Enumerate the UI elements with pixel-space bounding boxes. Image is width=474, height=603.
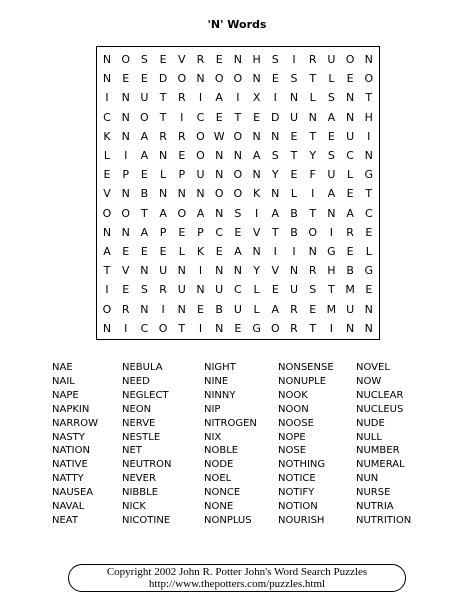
grid-letter: N (215, 206, 224, 220)
grid-letter: L (365, 245, 372, 258)
word-list-item: NOON (278, 403, 309, 415)
grid-letter: B (140, 187, 149, 201)
grid-letter: I (180, 110, 184, 124)
grid-letter: E (140, 245, 148, 258)
grid-letter: A (327, 187, 336, 201)
grid-letter: H (327, 264, 336, 278)
grid-letter: E (215, 110, 223, 124)
grid-letter: N (102, 53, 112, 66)
grid-letter: N (196, 283, 205, 297)
word-list-item: NOW (356, 375, 382, 387)
word-list-item: NAVAL (52, 501, 85, 512)
copyright-footer (68, 564, 406, 592)
word-list-item: NONSENSE (278, 362, 334, 373)
word-list-item: NEGLECT (122, 389, 169, 401)
word-list-item: NOPE (278, 431, 306, 443)
grid-letter: N (158, 149, 168, 162)
grid-letter: E (122, 72, 130, 86)
grid-letter: R (308, 264, 317, 278)
grid-letter: R (308, 53, 317, 66)
grid-letter: N (121, 110, 130, 124)
grid-letter: L (309, 91, 316, 105)
word-list-item: NOTIFY (278, 487, 315, 499)
grid-letter: T (234, 110, 242, 124)
grid-letter: N (271, 129, 280, 143)
grid-letter: T (309, 72, 317, 86)
word-list-item: NIP (204, 403, 221, 415)
grid-letter: N (345, 110, 355, 124)
grid-letter: N (271, 187, 280, 201)
grid-letter: E (159, 53, 167, 66)
grid-letter: I (105, 283, 109, 297)
grid-letter: I (311, 187, 315, 201)
word-list-item: NOSE (278, 445, 307, 457)
grid-letter: S (290, 72, 298, 86)
word-list-item: NONPLUS (204, 514, 252, 526)
word-list-item: NAIL (52, 375, 75, 387)
grid-letter: R (159, 283, 167, 297)
grid-letter: U (289, 110, 299, 124)
word-list-item: NINNY (204, 389, 236, 401)
grid-letter: I (273, 91, 277, 105)
grid-letter: N (102, 225, 112, 239)
grid-letter: E (234, 321, 242, 335)
grid-letter: N (364, 149, 373, 162)
word-list-item: NOURISH (278, 514, 325, 526)
letter-grid (96, 46, 380, 340)
grid-letter: O (158, 321, 168, 335)
grid-letter: O (270, 321, 280, 335)
grid-letter: N (252, 245, 261, 258)
grid-letter: N (177, 187, 186, 201)
word-list-item: NOTHING (278, 459, 326, 471)
grid-letter: S (271, 149, 279, 162)
grid-letter: E (122, 245, 130, 258)
grid-letter: E (271, 72, 279, 86)
grid-letter: E (346, 72, 354, 86)
grid-letter: C (346, 149, 354, 162)
grid-letter: C (234, 283, 242, 297)
word-list-item: NESTLE (122, 431, 161, 443)
grid-letter: A (252, 149, 261, 162)
grid-letter: T (290, 149, 298, 162)
word-list-item: NUCLEAR (356, 389, 404, 401)
word-list-item: NOEL (204, 473, 232, 485)
grid-letter: N (215, 149, 224, 162)
grid-letter: A (103, 245, 111, 258)
grid-letter: E (346, 245, 354, 258)
word-list-item: NERVE (122, 417, 156, 429)
grid-letter: O (140, 110, 149, 124)
grid-letter: S (309, 283, 317, 297)
grid-letter: N (158, 187, 168, 201)
grid-letter: V (121, 264, 130, 278)
grid-letter: I (198, 264, 203, 278)
grid-letter: N (364, 53, 373, 66)
word-list-item: NURSE (356, 487, 391, 499)
word-list-item: NOTICE (278, 473, 316, 485)
grid-letter: B (346, 264, 354, 278)
grid-letter: I (292, 245, 296, 258)
grid-letter: R (159, 129, 167, 143)
grid-letter: D (158, 72, 168, 86)
grid-letter: N (215, 264, 224, 278)
word-list-item: NONUPLE (278, 375, 327, 387)
grid-letter: N (233, 53, 242, 66)
grid-letter: O (102, 302, 112, 316)
word-list-item: NUMERAL (356, 459, 405, 471)
grid-letter: E (327, 129, 335, 143)
grid-letter: K (196, 245, 205, 258)
grid-letter: R (177, 129, 186, 143)
word-list-item: NEED (122, 375, 150, 387)
grid-letter: A (346, 206, 354, 220)
copyright-line: Copyright 2002 John R. Potter John's Word Search Puzzles (106, 566, 368, 578)
grid-letter: P (197, 225, 204, 239)
grid-letter: O (233, 168, 243, 182)
grid-letter: U (327, 168, 336, 182)
grid-letter: I (161, 302, 165, 316)
grid-letter: E (178, 225, 186, 239)
grid-letter: T (309, 321, 317, 335)
word-list-item: NAUSEA (52, 487, 94, 499)
grid-letter: N (140, 302, 149, 316)
word-list-item: NIBBLE (122, 487, 159, 499)
grid-letter: B (290, 206, 298, 220)
grid-letter: O (308, 225, 318, 239)
grid-letter: Y (309, 149, 317, 162)
grid-letter: T (365, 187, 373, 201)
word-list-item: NICOTINE (122, 514, 171, 526)
grid-letter: N (215, 321, 224, 335)
grid-letter: X (252, 91, 261, 105)
word-list-item: NAPE (52, 389, 79, 401)
grid-letter: E (140, 72, 148, 86)
grid-letter: F (309, 168, 316, 182)
grid-letter: N (196, 187, 205, 201)
grid-letter: C (364, 206, 373, 220)
grid-letter: E (140, 168, 148, 182)
grid-letter: N (121, 225, 130, 239)
grid-letter: I (124, 149, 128, 162)
grid-letter: N (102, 321, 112, 335)
word-list-item: NINE (204, 375, 229, 387)
grid-letter: P (159, 225, 167, 239)
grid-letter: U (215, 283, 224, 297)
grid-letter: E (197, 302, 204, 316)
grid-letter: C (215, 225, 224, 239)
grid-letter: O (177, 206, 187, 220)
grid-letter: N (252, 168, 261, 182)
grid-letter: T (309, 206, 317, 220)
grid-letter: A (215, 91, 223, 105)
grid-letter: P (122, 168, 129, 182)
grid-letter: N (308, 245, 317, 258)
word-list-item: NUN (356, 473, 379, 485)
grid-letter: T (309, 129, 317, 143)
grid-letter: A (327, 110, 336, 124)
grid-letter: T (141, 206, 148, 220)
grid-letter: I (198, 321, 203, 335)
word-list-item: NUCLEUS (356, 403, 404, 415)
grid-letter: L (290, 187, 298, 201)
grid-letter: T (365, 91, 373, 105)
grid-letter: E (103, 168, 111, 182)
grid-letter: N (121, 187, 130, 201)
grid-letter: O (233, 129, 243, 143)
word-list-item: NAE (52, 362, 73, 373)
grid-letter: I (329, 225, 334, 239)
grid-letter: V (252, 225, 261, 239)
grid-letter: O (364, 72, 374, 86)
grid-letter: I (329, 321, 334, 335)
grid-letter: U (289, 283, 299, 297)
grid-letter: R (196, 53, 205, 66)
grid-letter: S (234, 206, 242, 220)
grid-letter: C (103, 110, 111, 124)
grid-letter: L (328, 72, 335, 86)
grid-letter: O (102, 206, 112, 220)
grid-letter: O (177, 72, 187, 86)
grid-letter: T (159, 110, 167, 124)
word-list-item: NET (122, 445, 142, 457)
grid-letter: A (140, 149, 149, 162)
grid-letter: C (196, 110, 205, 124)
grid-letter: A (140, 225, 149, 239)
word-list-item: NEON (122, 403, 152, 415)
grid-letter: R (346, 225, 354, 239)
grid-letter: T (178, 321, 186, 335)
grid-letter: E (215, 245, 223, 258)
puzzle-title: 'N' Words (207, 18, 267, 31)
grid-letter: N (215, 168, 224, 182)
word-list-item: NASTY (52, 431, 85, 443)
word-list-item: NEAT (52, 514, 78, 526)
grid-letter: S (271, 53, 279, 66)
grid-letter: U (233, 302, 242, 316)
grid-letter: I (367, 129, 371, 143)
website-url: http://www.thepotters.com/puzzles.html (148, 578, 326, 590)
grid-letter: G (364, 168, 374, 182)
word-list-item: NATTY (52, 473, 84, 485)
grid-letter: I (198, 91, 203, 105)
grid-letter: L (347, 168, 354, 182)
grid-letter: N (364, 321, 373, 335)
grid-letter: Y (271, 168, 279, 182)
grid-letter: A (159, 206, 167, 220)
grid-letter: U (346, 302, 355, 316)
grid-letter: O (214, 187, 224, 201)
grid-letter: N (345, 91, 355, 105)
grid-letter: A (271, 302, 280, 316)
grid-letter: T (159, 91, 167, 105)
grid-letter: D (271, 110, 280, 124)
grid-letter: U (177, 283, 186, 297)
grid-letter: N (233, 149, 242, 162)
grid-letter: N (252, 129, 261, 143)
grid-letter: T (103, 264, 111, 278)
word-list-item: NIGHT (204, 362, 236, 373)
grid-letter: O (121, 53, 131, 66)
grid-letter: N (196, 72, 205, 86)
grid-letter: N (308, 110, 317, 124)
grid-letter: E (253, 110, 261, 124)
word-list-item: NOOK (278, 389, 308, 401)
word-list-item: NEVER (122, 473, 156, 485)
grid-letter: G (327, 245, 336, 258)
word-list-item: NONE (204, 501, 234, 512)
grid-letter: G (364, 264, 374, 278)
grid-letter: T (271, 225, 279, 239)
grid-letter: E (365, 225, 373, 239)
grid-letter: I (292, 53, 296, 66)
grid-letter: N (252, 72, 261, 86)
grid-letter: L (103, 149, 111, 162)
grid-letter: K (103, 129, 111, 143)
grid-letter: E (346, 187, 354, 201)
grid-letter: E (290, 168, 298, 182)
word-list-item: NOOSE (278, 417, 314, 429)
grid-letter: E (271, 283, 279, 297)
word-list-item: NOBLE (204, 445, 239, 457)
grid-letter: E (234, 225, 242, 239)
word-list-item: NAPKIN (52, 403, 90, 415)
word-list-item: NOTION (278, 501, 318, 512)
grid-letter: L (160, 168, 167, 182)
grid-letter: L (253, 302, 260, 316)
word-list-item: NUDE (356, 417, 385, 429)
word-list-item: NONCE (204, 487, 241, 499)
word-list-item: NIX (204, 431, 222, 443)
grid-letter: N (102, 72, 112, 86)
word-list-item: NARROW (52, 417, 98, 429)
grid-letter: N (345, 321, 355, 335)
grid-letter: N (177, 264, 186, 278)
grid-letter: I (236, 91, 240, 105)
grid-letter: V (103, 187, 111, 201)
grid-letter: O (233, 72, 243, 86)
grid-letter: B (215, 302, 223, 316)
grid-letter: U (327, 53, 336, 66)
grid-letter: R (177, 91, 186, 105)
grid-letter: A (196, 206, 205, 220)
grid-letter: O (345, 53, 355, 66)
grid-letter: H (252, 53, 261, 66)
grid-letter: E (215, 53, 223, 66)
word-list-item: NEBULA (122, 362, 163, 373)
grid-letter: B (290, 225, 298, 239)
word-list-item: NODE (204, 459, 234, 471)
word-list-item: NOVEL (356, 362, 390, 373)
word-list-item: NICK (122, 501, 146, 512)
grid-letter: V (178, 53, 186, 66)
grid-letter: A (140, 129, 149, 143)
grid-letter: E (122, 283, 130, 297)
grid-letter: I (273, 245, 277, 258)
grid-letter: E (159, 245, 167, 258)
word-list-item: NUMBER (356, 445, 400, 457)
grid-letter: P (178, 168, 186, 182)
grid-letter: L (253, 283, 260, 297)
grid-letter: E (290, 129, 298, 143)
grid-letter: U (140, 91, 149, 105)
grid-letter: N (289, 264, 299, 278)
grid-letter: A (234, 245, 242, 258)
grid-letter: H (364, 110, 373, 124)
grid-letter: R (121, 302, 130, 316)
grid-letter: V (271, 264, 280, 278)
grid-letter: I (254, 206, 259, 220)
grid-letter: M (345, 283, 355, 297)
grid-letter: O (121, 206, 131, 220)
grid-letter: E (365, 283, 373, 297)
grid-letter: R (290, 321, 298, 335)
grid-letter: E (309, 302, 317, 316)
grid-letter: I (105, 91, 109, 105)
grid-letter: U (346, 129, 355, 143)
grid-letter: I (124, 321, 128, 335)
grid-letter: O (196, 149, 205, 162)
grid-letter: N (121, 91, 130, 105)
word-list-item: NUTRITION (356, 514, 412, 526)
grid-letter: M (326, 302, 337, 316)
grid-letter: N (121, 129, 130, 143)
grid-letter: N (327, 206, 336, 220)
grid-letter: S (327, 149, 335, 162)
grid-letter: S (140, 53, 148, 66)
grid-letter: N (289, 91, 299, 105)
grid-letter: N (140, 264, 149, 278)
grid-letter: S (327, 91, 335, 105)
grid-letter: L (178, 245, 185, 258)
grid-letter: N (233, 264, 242, 278)
word-list-item: NATION (52, 445, 90, 457)
grid-letter: Y (253, 264, 260, 278)
grid-letter: T (328, 283, 335, 297)
word-list-item: NULL (356, 431, 382, 443)
grid-letter: C (140, 321, 149, 335)
grid-letter: W (213, 129, 225, 143)
grid-letter: A (271, 206, 280, 220)
grid-letter: R (290, 302, 298, 316)
grid-letter: K (252, 187, 261, 201)
grid-letter: U (159, 264, 168, 278)
word-list-item: NUTRIA (356, 501, 394, 512)
grid-letter: O (196, 129, 205, 143)
word-list-item: NEUTRON (122, 459, 172, 471)
grid-letter: O (233, 187, 243, 201)
word-list-item: NITROGEN (204, 417, 257, 429)
grid-letter: S (140, 283, 148, 297)
grid-letter: O (214, 72, 224, 86)
grid-letter: E (178, 149, 186, 162)
grid-letter: U (196, 168, 205, 182)
grid-letter: G (252, 321, 261, 335)
grid-letter: N (177, 302, 186, 316)
word-list-item: NATIVE (52, 459, 88, 471)
grid-letter: N (364, 302, 373, 316)
